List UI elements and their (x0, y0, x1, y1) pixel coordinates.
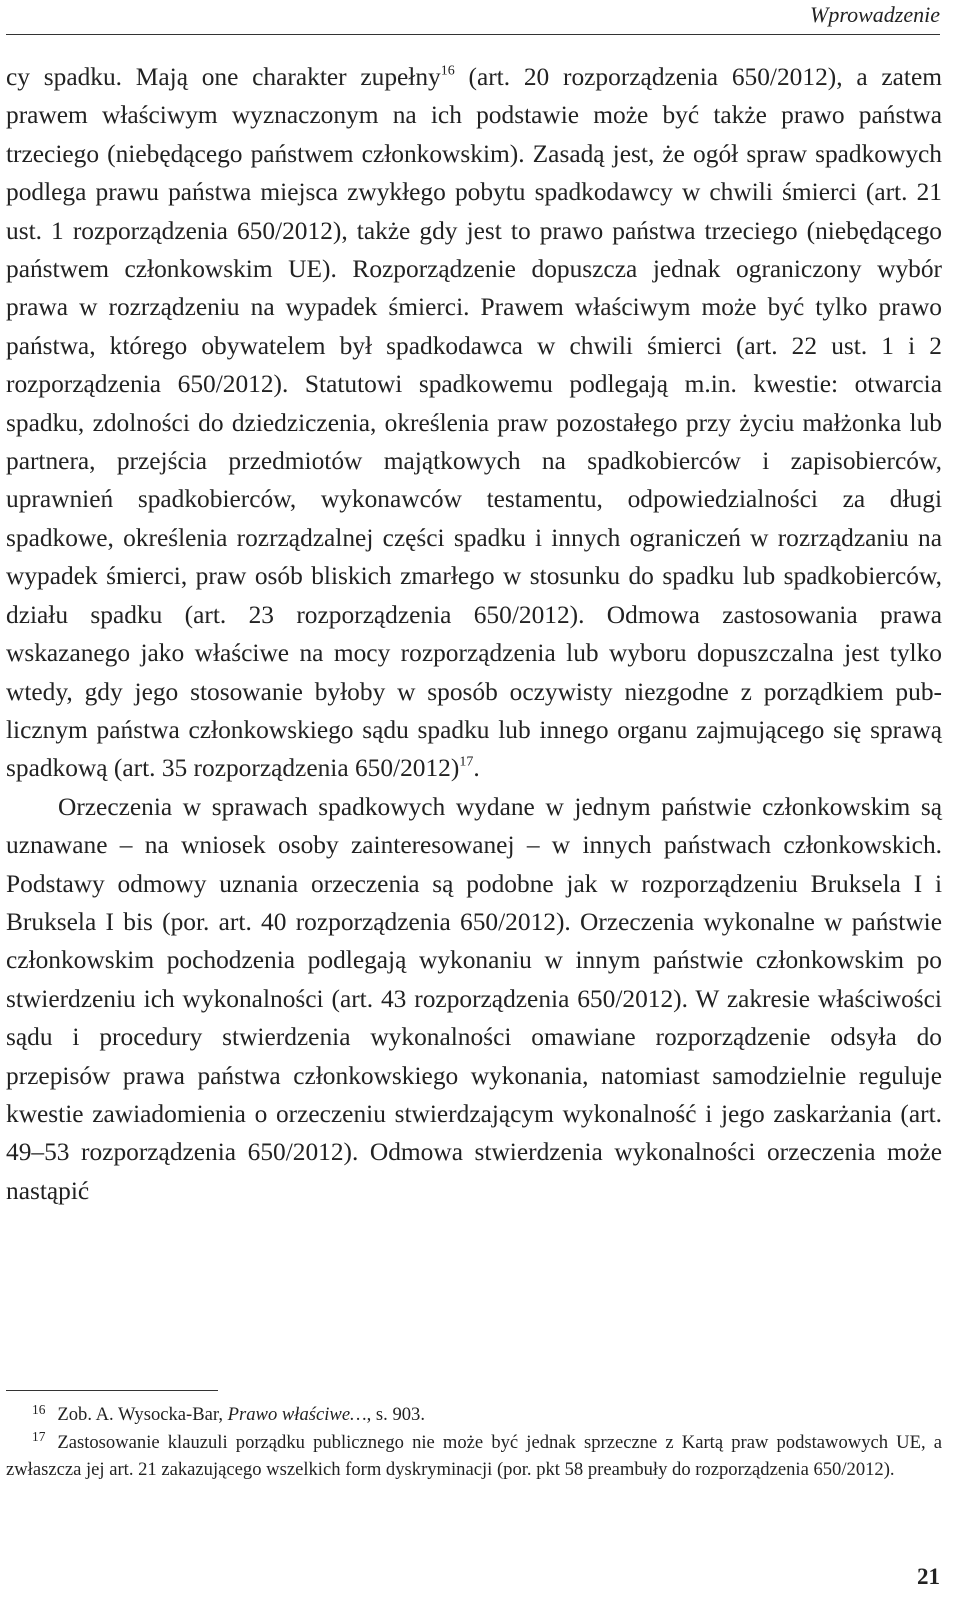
paragraph-2: Orzeczenia w sprawach spadkowych wydane w jednym państwie członkowskim są uznawane – na wniosek osoby zainteresowanej – w innych państwach członkowskich. Podstawy odmowy uznania orzeczenia są podobne jak w rozporządzeniu Bruksela I i Bruksela I bis (por. art. 40 rozporządzenia 650/2012). Orzeczenia wykonalne w państwie członkowskim pochodzenia podlegają wykonaniu w innym państwie członkowskim po stwierdzeniu ich wykonalności (art. 43 rozporządzenia 650/2012). W zakresie właściwości sądu i procedury stwierdzenia wykonalności omawiane rozporządzenie odsyła do przepisów prawa państwa członkowskiego wykonania, natomiast samodzielnie reguluje kwestie zawiadomienia o orzeczeniu stwierdzającym wykonalność i jego zaskarżania (art. 49–53 rozporządzenia 650/2012). Odmowa stwierdzenia wykonalności orzeczenia może nastąpić (6, 792, 942, 1205)
footnote-17-number: 17 (32, 1429, 46, 1445)
footnote-16-text-end: , s. 903. (366, 1404, 425, 1425)
paragraph-1-start: cy spadku. Mają one charakter zupełny (6, 63, 441, 91)
footnote-16-number: 16 (32, 1401, 46, 1417)
footnote-17-text: Zastosowanie klauzuli porządku publicznego nie może być jednak sprzeczne z Kartą praw podstawowych UE, a zwłaszcza jej art. 21 zakazującego wszelkich form dyskryminacji (por. pkt 58 preambuły do rozporządzenia 650/2012). (6, 1431, 942, 1480)
footnotes (6, 1401, 942, 1484)
paragraph-1-end: . (473, 754, 480, 783)
footnote-16-cited-title: Prawo właściwe… (227, 1404, 367, 1425)
main-text (6, 58, 942, 1210)
footnote-ref-17: 17 (459, 754, 474, 770)
footnote-16 (6, 1401, 942, 1429)
header-rule (6, 34, 940, 35)
footnote-17 (6, 1429, 942, 1484)
running-header-title: Wprowadzenie (810, 2, 940, 27)
page-number: 21 (917, 1564, 940, 1589)
paragraph-1 (6, 58, 942, 788)
footnote-16-text-start: Zob. A. Wysocka-Bar, (57, 1404, 228, 1425)
paragraph-1-body: (art. 20 rozporządzenia 650/2012), a zatem prawem właściwym wyznaczonym na ich podstawie może być także prawo państwa trzeciego (niebędącego państwem członkowskim). Zasadą jest, że ogół spraw spadkowych podlega prawu państwa miejsca zwykłego pobytu spadkodawcy w chwili śmierci (art. 21 ust. 1 rozporządzenia 650/2012), także gdy jest to prawo państwa trzeciego (niebędącego państwem członkowskim UE). Rozporządzenie dopuszcza jednak ograniczony wybór prawa w rozrządzeniu na wypadek śmierci. Prawem właściwym może być tylko prawo państwa, którego obywatelem był spadkodawca w chwili śmierci (art. 22 ust. 1 i 2 rozporządzenia 650/2012). Statutowi spadkowemu podlegają m.in. kwestie: otwarcia spadku, zdolności do dziedziczenia, określenia praw pozostałego przy życiu małżonka lub partnera, przejścia przedmiotów majątkowych na spadkobierców i zapisobierców, uprawnień spadkobierców, wykonawców testamentu, odpowiedzialności za długi spadkowe, określenia rozrządzalnej części spadku i innych ograniczeń w rozrządzaniu na wypadek śmierci, praw osób bliskich zmarłego w stosunku do spadku lub spadkobierców, działu spadku (art. 23 rozporządzenia 650/2012). Odmowa zastosowania prawa wskazanego jako właściwe na mocy rozporządzenia lub wyboru dopuszczalna jest tylko wtedy, gdy jego stosowanie byłoby w sposób oczywisty niezgodne z porządkiem publicznym państwa członkowskiego sądu spadku lub innego organu zajmującego się sprawą spadkową (art. 35 rozporządzenia 650/2012) (6, 63, 942, 783)
footnote-ref-16: 16 (440, 63, 455, 79)
footnote-separator (6, 1390, 218, 1391)
